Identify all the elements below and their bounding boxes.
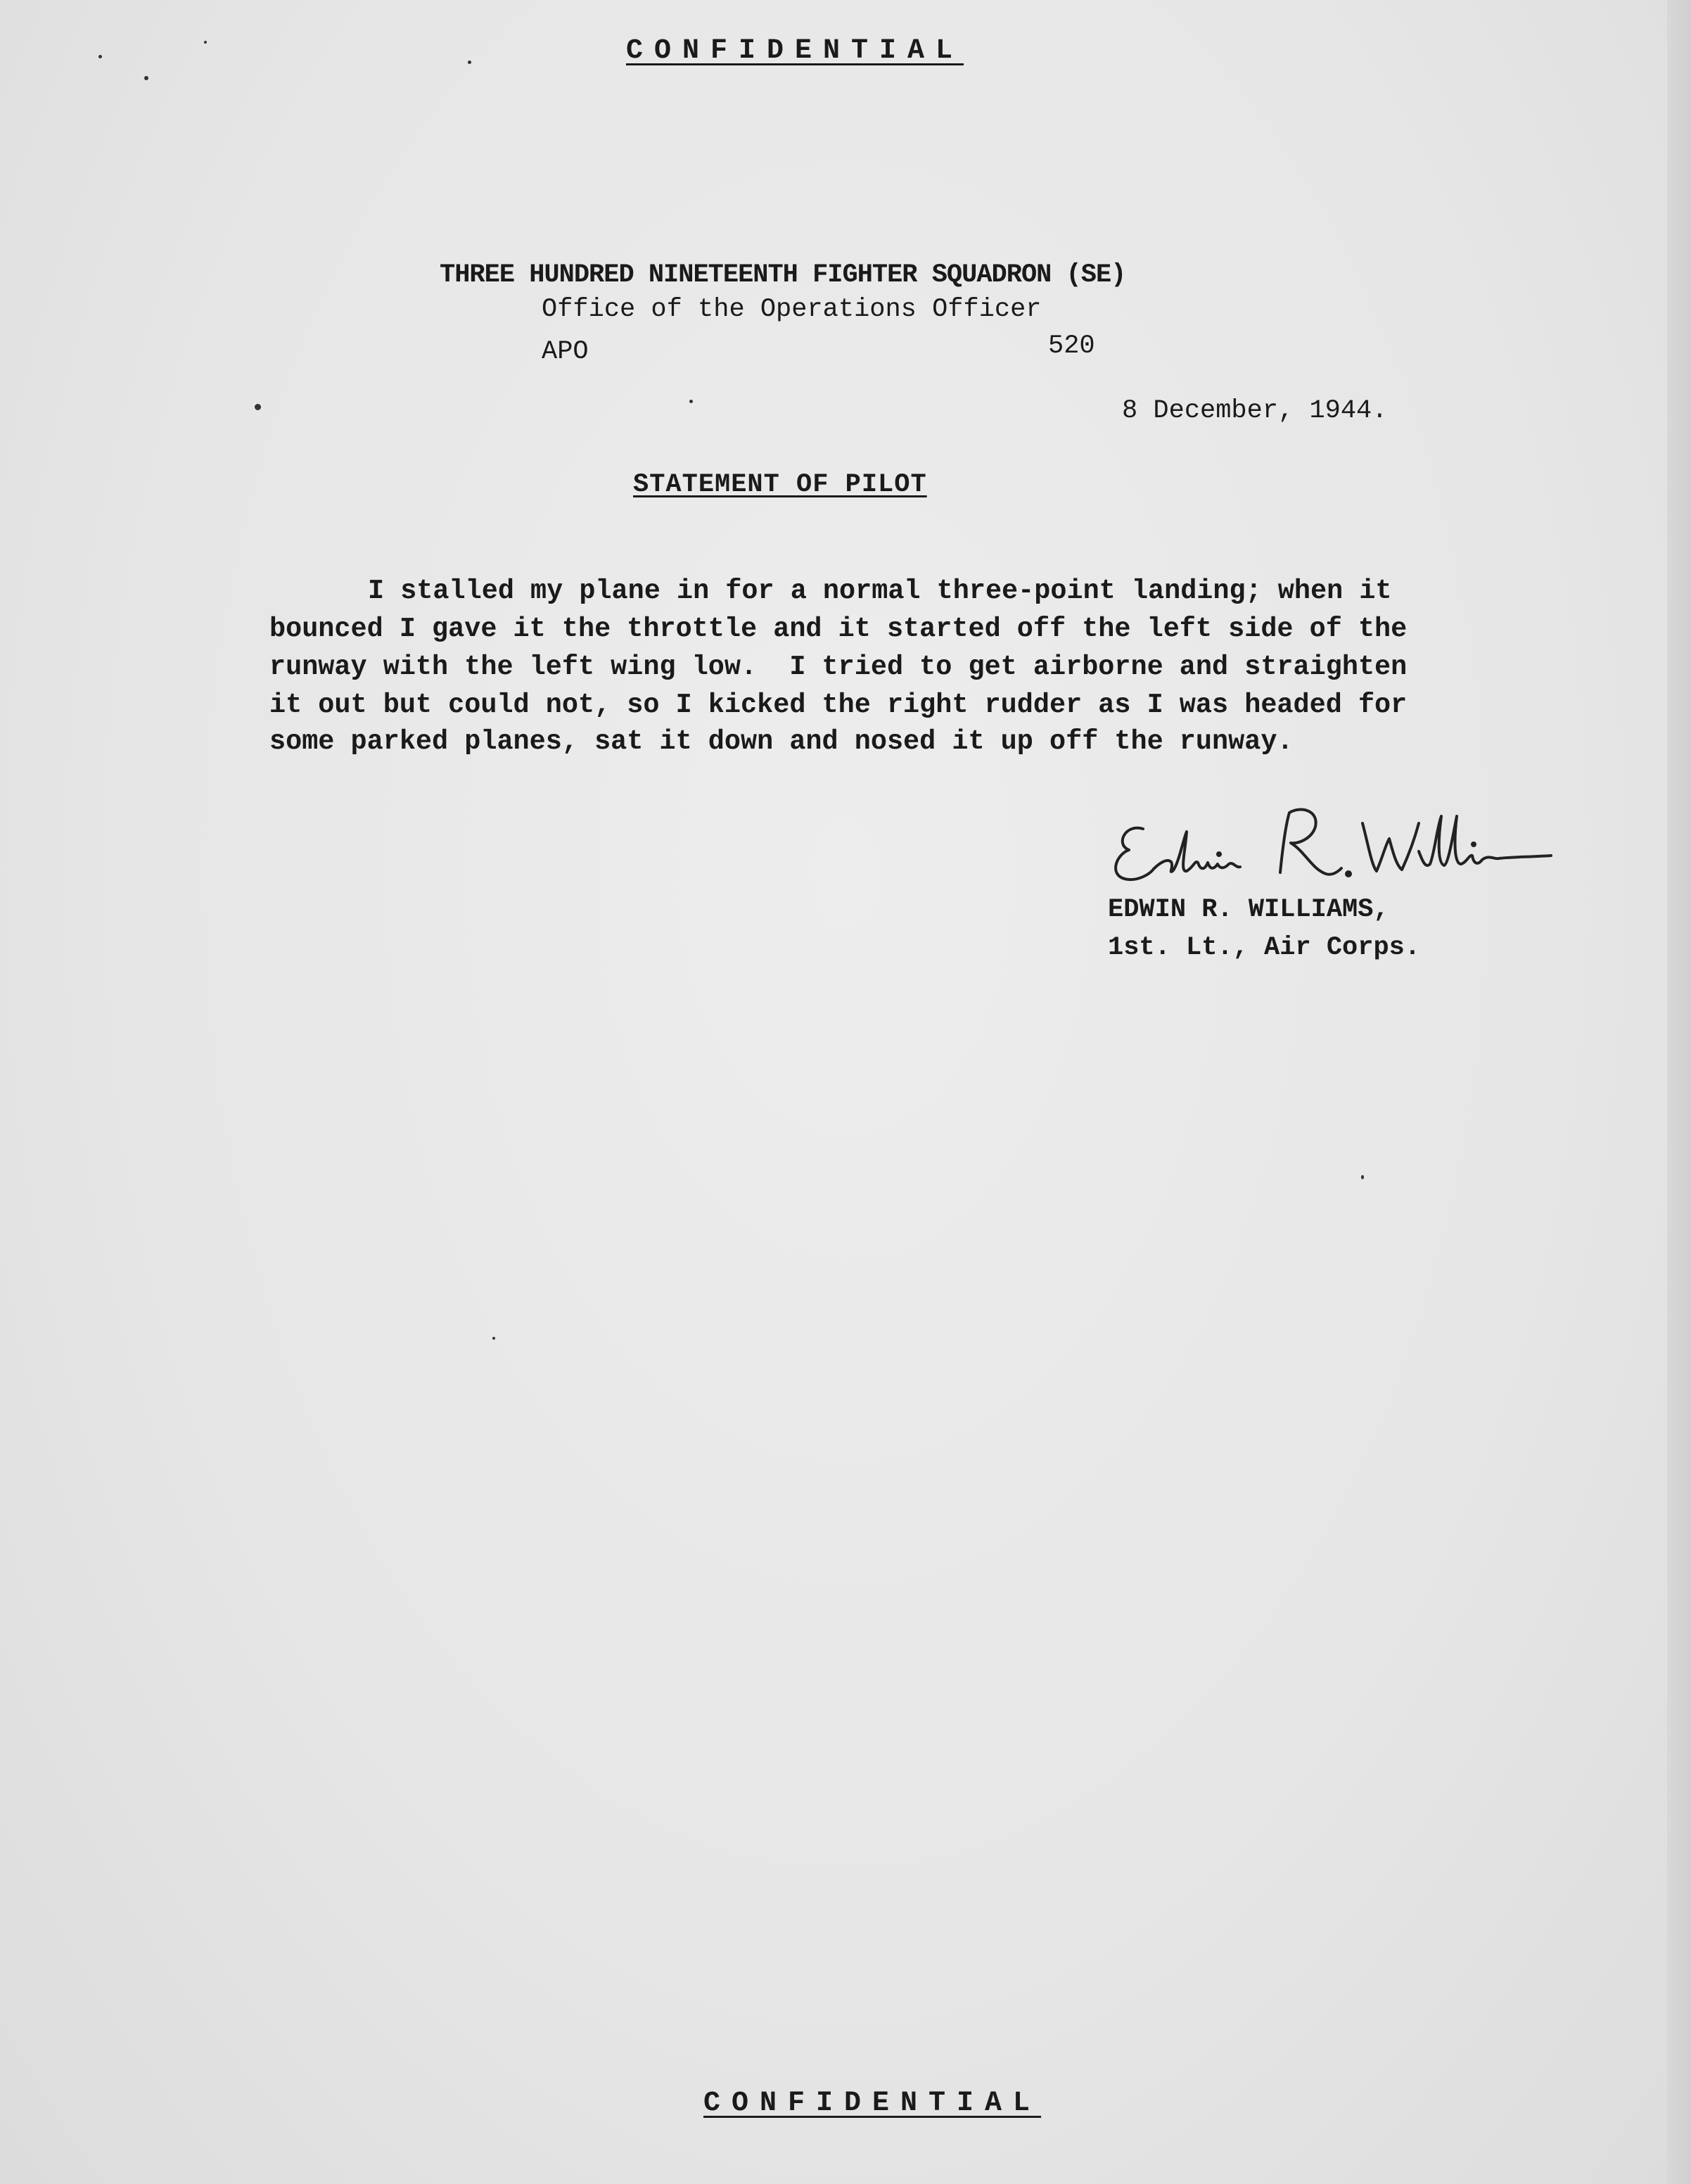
scan-speck — [204, 41, 207, 44]
scan-speck — [255, 404, 261, 410]
classification-marking-top: CONFIDENTIAL — [626, 35, 964, 67]
body-line: runway with the left wing low. I tried to get airborne and straighten — [269, 652, 1408, 682]
classification-marking-bottom: CONFIDENTIAL — [703, 2088, 1042, 2119]
signatory-rank: 1st. Lt., Air Corps. — [1108, 933, 1421, 963]
body-line: I stalled my plane in for a normal three-point landing; when it — [368, 576, 1392, 607]
scan-speck — [1361, 1175, 1364, 1179]
scan-speck — [98, 55, 102, 58]
handwritten-signature — [1101, 795, 1579, 901]
page-edge-shadow — [1667, 0, 1691, 2184]
body-line: some parked planes, sat it down and nosed it up off the runway. — [269, 726, 1294, 757]
document-date: 8 December, 1944. — [1122, 396, 1388, 426]
unit-heading: THREE HUNDRED NINETEENTH FIGHTER SQUADRON (SE) — [440, 260, 1126, 290]
scan-speck — [468, 61, 471, 64]
apo-number: 520 — [1048, 331, 1095, 361]
scan-speck — [492, 1337, 495, 1340]
signatory-name: EDWIN R. WILLIAMS, — [1108, 895, 1389, 925]
body-line: it out but could not, so I kicked the right rudder as I was headed for — [269, 690, 1408, 720]
body-line: bounced I gave it the throttle and it started off the left side of the — [269, 614, 1408, 645]
apo-label: APO — [542, 337, 589, 367]
office-heading: Office of the Operations Officer — [542, 295, 1042, 324]
scan-speck — [144, 76, 148, 80]
document-title: STATEMENT OF PILOT — [633, 470, 927, 500]
